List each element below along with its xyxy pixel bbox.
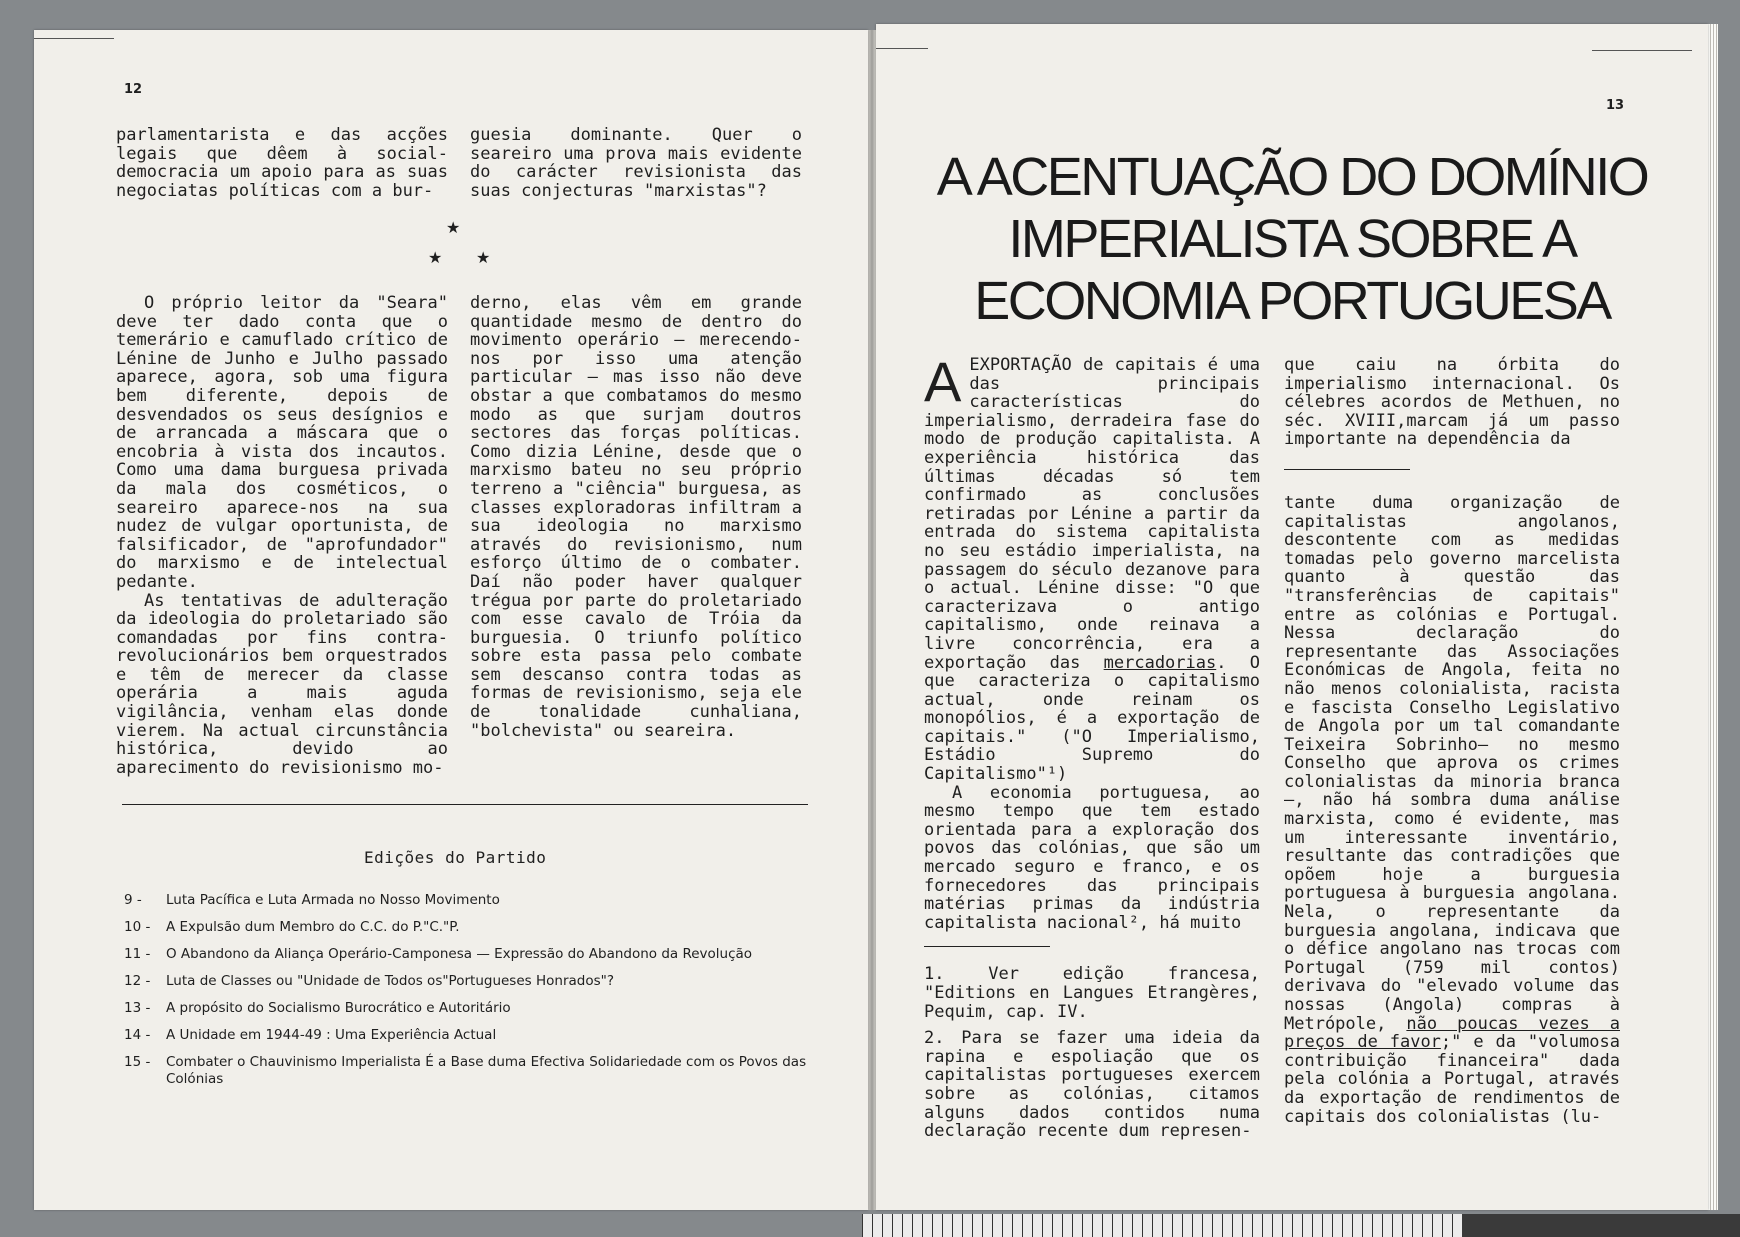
headline-line: ECONOMIA PORTUGUESA [974, 271, 1610, 331]
footnote-rule [924, 946, 1050, 947]
edition-number: 12 - [124, 973, 151, 989]
edition-number: 9 - [124, 892, 142, 908]
left-col2-top: guesia dominante. Quer o seareiro uma prova mais evidente do carácter revisionista das suas conjecturas "marxistas"? [470, 125, 802, 201]
edition-number: 15 - [124, 1054, 151, 1070]
edition-title: A Expulsão dum Membro do C.C. do P."C."P. [166, 919, 460, 935]
top-mark [34, 38, 114, 39]
left-col1-body [116, 294, 448, 777]
left-page [34, 30, 868, 1210]
edition-item [124, 1000, 844, 1017]
edition-item [124, 973, 844, 990]
color-strip [1462, 1214, 1740, 1237]
right-col1 [924, 350, 1260, 1142]
edition-title: O Abandono da Aliança Operário-Camponesa — Expressão do Abandono da Revolução [166, 946, 753, 962]
page-number-left: 12 [124, 82, 143, 97]
book-spine [868, 30, 876, 1210]
paragraph: derno, elas vêm em grande quantidade mesmo de dentro do movimento operário — merecendo-nos por isso uma atenção particular — mas isso não deve obstar a que combatamos do mesmo modo as que surjam doutros sectores das forças políticas. Como dizia Lénine, desde que o marxismo bateu no seu próprio terreno a "ciência" burguesa, as classes exploradoras infiltram a sua ideologia no marxismo através do revisionismo, num esforço último de o combater. Daí não poder haver qualquer trégua por parte do proletariado com esse cavalo de Tróia da burguesia. O triunfo político sobre esta passa pelo combate sem descanso contra todas as formas de revisionismo, seja ele de tonalidade cunhaliana, "bolchevista" ou seareira. [470, 293, 802, 741]
star-separator-1: ★ [446, 218, 461, 237]
edition-item [124, 892, 844, 909]
paragraph: A economia portuguesa, ao mesmo tempo que tem estado orientada para a exploração dos povos das colónias, que são um mercado seguro e franco, e os fornecedores das principais matérias primas da indústria capitalista nacional², há muito [924, 782, 1260, 933]
edition-item [124, 1054, 844, 1088]
edition-item [124, 1027, 844, 1044]
edition-title: Combater o Chauvinismo Imperialista É a Base duma Efectiva Solidariedade com os Povos das Colónias [166, 1054, 807, 1087]
edition-title: A propósito do Socialismo Burocrático e Autoritário [166, 1000, 511, 1016]
page-edges [1708, 24, 1718, 1210]
drop-cap: A [924, 350, 962, 413]
edition-item [124, 919, 844, 936]
paragraph: O próprio leitor da "Seara" deve ter dado conta que o temerário e camuflado crítico de Lénine de Junho e Julho passado aparece, agora, sob uma figura bem diferente, depois de desvendados os seus desígnios e de arrancada a máscara que o encobria à vista dos incautos. Como uma dama burguesa privada da mala dos cosméticos, o seareiro aparece-nos na sua nudez de vulgar oportunista, de falsificador, de "aprofundador" do marxismo e de intelectual pedante. [116, 293, 448, 592]
article-headline [876, 146, 1708, 332]
page-number-right: 13 [1606, 98, 1625, 113]
edition-title: Luta Pacífica e Luta Armada no Nosso Movimento [166, 892, 500, 908]
paragraph: As tentativas de adulteração da ideologia do proletariado são comandadas por fins contra-revolucionários bem orquestrados e têm de merecer da classe operária a mais aguda vigilância, venham elas donde vierem. Na actual circunstância histórica, devido ao aparecimento do revisionismo mo- [116, 590, 448, 778]
headline-line: IMPERIALISTA SOBRE A [1008, 209, 1576, 269]
headline-line: A ACENTUAÇÃO DO DOMÍNIO [936, 147, 1648, 207]
left-col2-body [470, 294, 802, 740]
paragraph: AEXPORTAÇÃO de capitais é uma das principais características do imperialismo, derradeira fase do modo de produção capitalista. A experiência histórica das últimas décadas só tem confirmado as conclusões retiradas por Lénine a partir da entrada do sistema capitalista no seu estádio imperialista, na passagem do século dezanove para o actual. Lénine disse: "O que caracterizava o antigo capitalismo, onde reinava a livre concorrência, era a exportação das mercadorias. O que caracteriza o capitalismo actual, onde reinam os monopólios, é a exportação de capitais." ("O Imperialismo, Estádio Supremo do Capitalismo"¹) [924, 350, 1260, 785]
left-col1-top: parlamentarista e das acções legais que dêem à social-democracia um apoio para as suas negociatas políticas com a bur- [116, 125, 448, 201]
star-separator-3: ★ [476, 248, 491, 267]
footnote-1: 1. Ver edição francesa, "Editions en Langues Etrangères, Pequim, cap. IV. [924, 964, 1260, 1022]
edition-number: 11 - [124, 946, 151, 962]
section-divider [122, 804, 808, 805]
footnote-rule [1284, 469, 1410, 470]
edition-number: 14 - [124, 1027, 151, 1043]
paragraph: que caiu na órbita do imperialismo internacional. Os célebres acordos de Methuen, no séc. XVIII,marcam já um passo importante na dependência da [1284, 355, 1620, 450]
right-page [876, 24, 1708, 1210]
star-separator-2: ★ [428, 248, 443, 267]
paragraph: tante duma organização de capitalistas angolanos, descontente com as medidas tomadas pelo governo marcelista quanto à questão das "transferências de capitais" entre as colónias e Portugal. Nessa declaração do representante das Associações Económicas de Angola, feita no não menos colonialista, racista e fascista Conselho Legislativo de Angola por um tal comandante Teixeira Sobrinho— no mesmo Conselho que aprova os crimes colonialistas da minoria branca —, não há sombra duma análise marxista, como é evidente, mas um interessante inventário, resultante das contradições que opõem hoje a burguesia portuguesa à burguesia angolana. Nela, o representante da burguesia angolana, indicava que o défice angolano nas trocas com Portugal (759 mil contos) derivava do "elevado volume das nossas (Angola) compras à Metrópole, não poucas vezes a preços de favor;" e da "volumosa contribuição financeira" dada pela colónia a Portugal, através da exportação de rendimentos de capitais dos colonialistas (lu- [1284, 492, 1620, 1127]
footnote-2: 2. Para se fazer uma ideia da rapina e espoliação que os capitalistas portugueses exercem sobre as colónias, citamos alguns dados contidos numa declaração recente dum represen- [924, 1028, 1260, 1142]
underlined-term: mercadorias [1103, 652, 1217, 673]
right-col2 [1284, 356, 1620, 1126]
top-mark-right [1592, 50, 1692, 51]
edition-item [124, 946, 844, 963]
scale-ruler [862, 1214, 1462, 1237]
editions-list [124, 892, 844, 1098]
underlined-phrase: não poucas vezes a preços de favor [1284, 1013, 1620, 1053]
top-mark [876, 48, 928, 49]
edition-title: Luta de Classes ou "Unidade de Todos os"Portugueses Honrados"? [166, 973, 614, 989]
editions-title: Edições do Partido [364, 848, 547, 867]
edition-title: A Unidade em 1944-49 : Uma Experiência Actual [166, 1027, 497, 1043]
edition-number: 13 - [124, 1000, 151, 1016]
edition-number: 10 - [124, 919, 151, 935]
